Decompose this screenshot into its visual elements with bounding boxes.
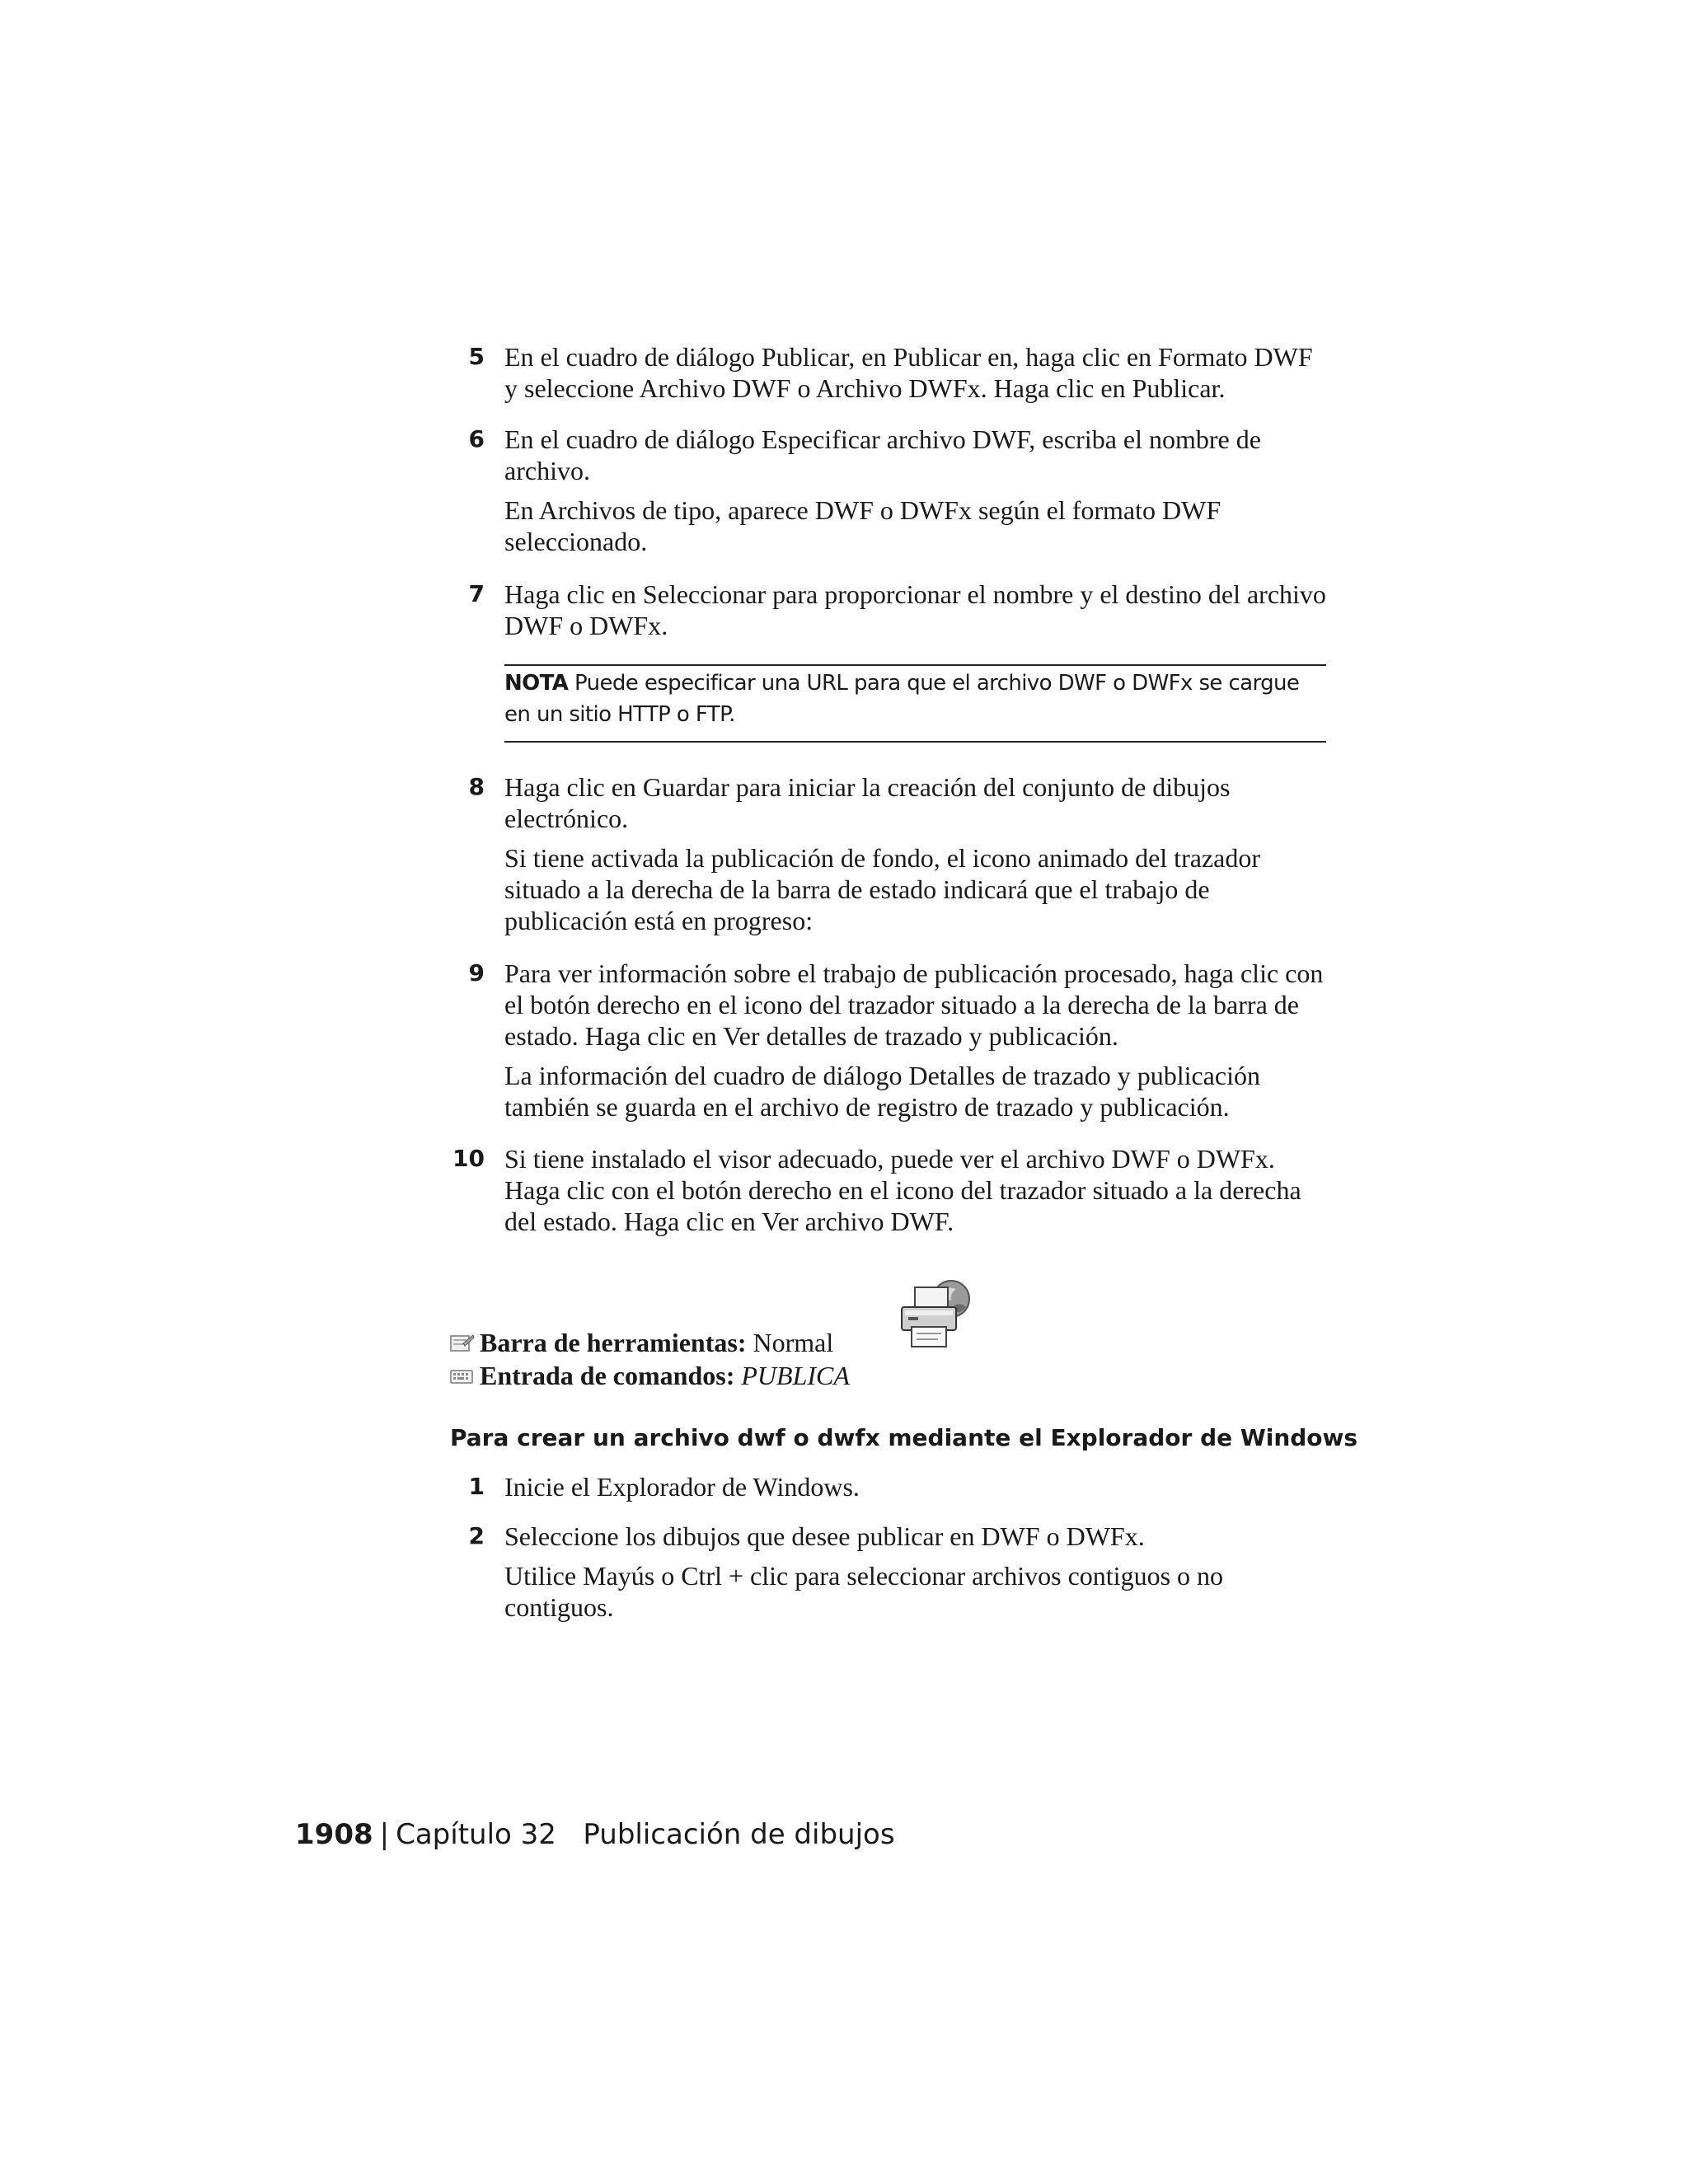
note-bottom-rule [504,741,1326,743]
command-label: Entrada de comandos: [480,1361,735,1390]
step-body [504,1143,1329,1245]
note-top-rule [504,664,1326,666]
step-body [504,1521,1329,1631]
toolbar-label: Barra de herramientas: [480,1328,747,1357]
step-number: 2 [468,1522,485,1549]
step-number: 5 [468,343,485,370]
note [504,668,1329,730]
command-value: PUBLICA [741,1361,850,1390]
step-paragraph: Para ver información sobre el trabajo de publicación procesado, haga clic con el botón derecho en el icono del trazador situado a la derecha de la barra de estado. Haga clic en Ver detalles de trazado y publicación. [504,958,1324,1051]
command-reference [450,1359,850,1392]
step-body [504,771,1329,944]
step-body [504,1471,1329,1511]
step-paragraph: En el cuadro de diálogo Publicar, en Publicar en, haga clic en Formato DWF y seleccione Archivo DWF o Archivo DWFx. Haga clic en Publicar. [504,342,1313,403]
step-number: 1 [468,1473,485,1500]
step-body [504,341,1329,412]
step-number: 9 [468,959,485,987]
keyboard-icon [450,1366,475,1386]
toolbar-reference [450,1326,833,1359]
procedure-heading: Para crear un archivo dwf o dwfx mediante el Explorador de Windows [450,1424,1358,1451]
step-paragraph: Utilice Mayús o Ctrl + clic para seleccionar archivos contiguos o no contiguos. [504,1561,1224,1622]
step-paragraph: En el cuadro de diálogo Especificar archivo DWF, escriba el nombre de archivo. [504,424,1261,485]
step-paragraph: Si tiene instalado el visor adecuado, puede ver el archivo DWF o DWFx. Haga clic con el botón derecho en el icono del trazador situado a la derecha del estado. Haga clic en Ver archivo DWF. [504,1144,1301,1236]
footer-separator: | [379,1818,390,1851]
step-body [504,579,1329,649]
page-footer [295,1816,895,1853]
step-paragraph: Si tiene activada la publicación de fondo, el icono animado del trazador situado a la derecha de la barra de estado indicará que el trabajo de publicación está en progreso: [504,843,1260,935]
step-paragraph: En Archivos de tipo, aparece DWF o DWFx según el formato DWF seleccionado. [504,495,1221,556]
note-text: Puede especificar una URL para que el archivo DWF o DWFx se cargue en un sitio HTTP o FTP. [504,671,1300,727]
plotter-icon [897,1277,973,1353]
step-paragraph: Haga clic en Seleccionar para proporcionar el nombre y el destino del archivo DWF o DWFx. [504,579,1326,640]
step-number: 8 [468,773,485,800]
step-number: 10 [452,1145,485,1172]
step-paragraph: Seleccione los dibujos que desee publicar en DWF o DWFx. [504,1521,1145,1551]
chapter-label: Capítulo 32 [396,1818,556,1851]
step-number: 6 [468,425,485,452]
step-number: 7 [468,580,485,607]
step-paragraph: Haga clic en Guardar para iniciar la creación del conjunto de dibujos electrónico. [504,772,1231,833]
chapter-title: Publicación de dibujos [583,1818,895,1851]
toolbar-icon [450,1333,475,1353]
step-paragraph: Inicie el Explorador de Windows. [504,1472,860,1502]
note-label: NOTA [504,671,569,696]
step-body [504,424,1329,565]
step-paragraph: La información del cuadro de diálogo Detalles de trazado y publicación también se guarda en el archivo de registro de trazado y publicación. [504,1061,1260,1122]
toolbar-value: Normal [753,1328,834,1357]
page-number: 1908 [295,1818,373,1851]
step-body [504,958,1329,1131]
